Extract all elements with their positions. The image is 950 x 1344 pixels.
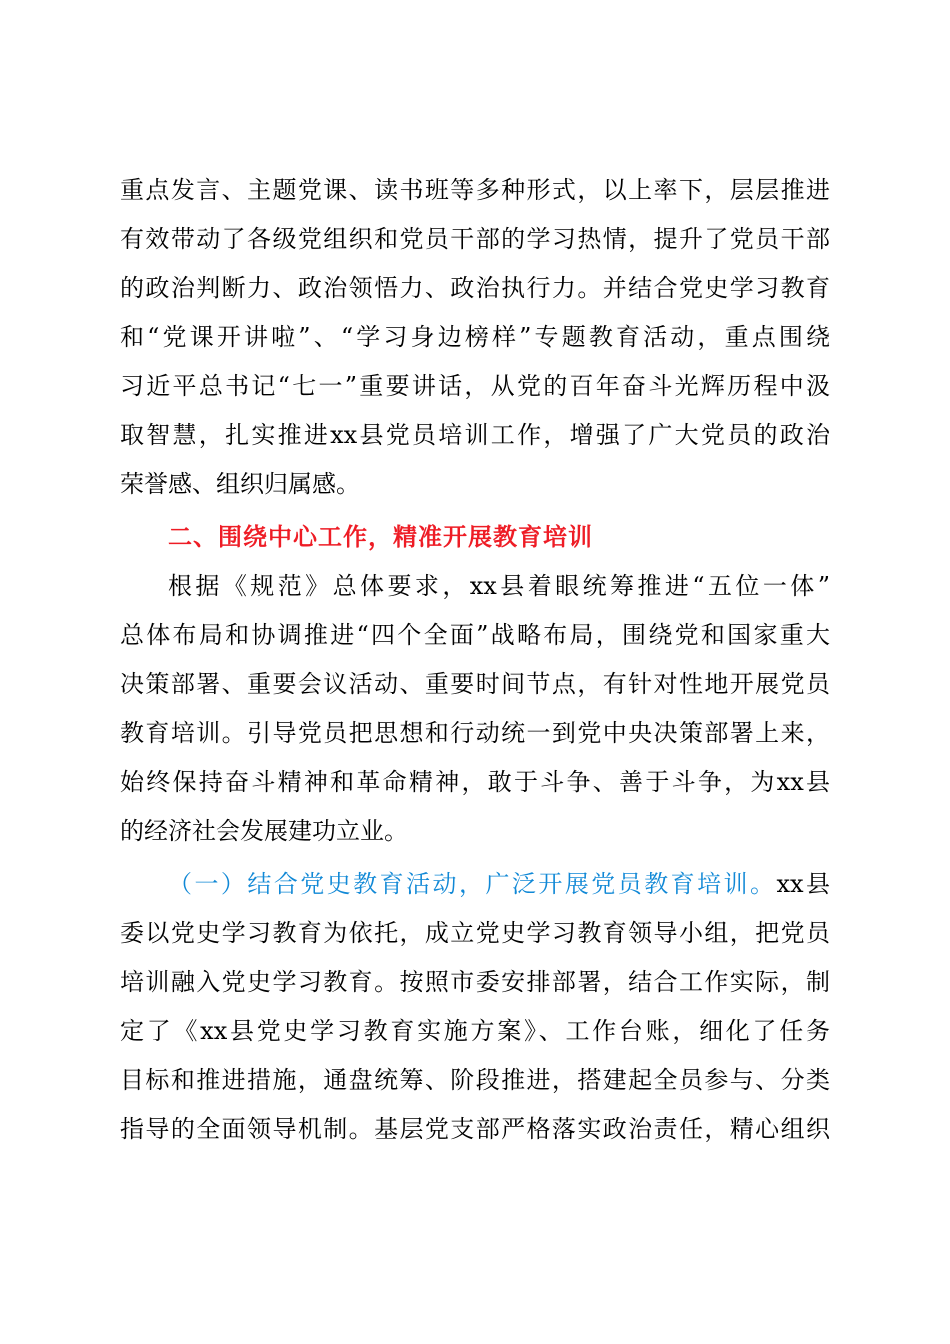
paragraph-line: 取智慧，扎实推进xx县党员培训工作，增强了广大党员的政治 [120,421,830,449]
paragraph-1 [120,166,830,509]
subsection-heading: （一）结合党史教育活动，广泛开展党员教育培训。 [168,870,777,898]
paragraph-line: 和“党课开讲啦”、“学习身边榜样”专题教育活动，重点围绕 [120,323,830,351]
paragraph-line: 有效带动了各级党组织和党员干部的学习热情，提升了党员干部 [120,225,830,253]
paragraph-line: 教育培训。引导党员把思想和行动统一到党中央决策部署上来， [120,719,830,747]
paragraph-line: 荣誉感、组织归属感。 [120,470,360,498]
paragraph-line: 的经济社会发展建功立业。 [120,817,408,845]
paragraph-line: 目标和推进措施，通盘统筹、阶段推进，搭建起全员参与、分类 [120,1066,830,1094]
paragraph-line: 根据《规范》总体要求，xx县着眼统筹推进“五位一体” [168,572,830,600]
paragraph-line: 决策部署、重要会议活动、重要时间节点，有针对性地开展党员 [120,670,830,698]
paragraph-3 [120,860,830,1154]
subsection-first-line [120,860,830,909]
paragraph-2 [120,562,830,856]
paragraph-line: 总体布局和协调推进“四个全面”战略布局，围绕党和国家重大 [120,621,830,649]
paragraph-line: 习近平总书记“七一”重要讲话，从党的百年奋斗光辉历程中汲 [120,372,830,400]
document-body [120,166,830,1154]
paragraph-line: 委以党史学习教育为依托，成立党史学习教育领导小组，把党员 [120,919,830,947]
paragraph-line: 始终保持奋斗精神和革命精神，敢于斗争、善于斗争，为xx县 [120,768,830,796]
paragraph-line: 的政治判断力、政治领悟力、政治执行力。并结合党史学习教育 [120,274,830,302]
subsection-lead-text: xx县 [776,870,830,898]
paragraph-line: 重点发言、主题党课、读书班等多种形式，以上率下，层层推进 [120,176,830,204]
paragraph-line: 培训融入党史学习教育。按照市委安排部署，结合工作实际，制 [120,968,830,996]
paragraph-line: 指导的全面领导机制。基层党支部严格落实政治责任，精心组织 [120,1115,830,1143]
paragraph-line: 定了《xx县党史学习教育实施方案》、工作台账，细化了任务 [120,1017,830,1045]
section-heading: 二、围绕中心工作，精准开展教育培训 [168,523,593,551]
